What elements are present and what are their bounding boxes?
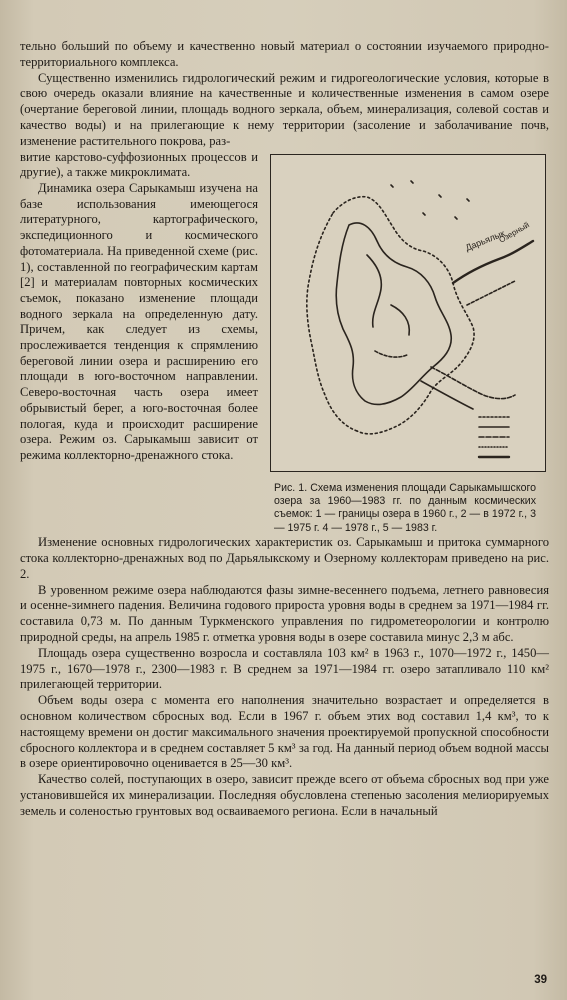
bottom-text [20,535,549,819]
figure-caption: Рис. 1. Схема изменения площади Сарыкамышского озера за 1960—1983 гг. по данным космических съемок: 1 — границы озера в 1960 г., 2 — в 1972 г., 3 — 1975 г. 4 — 1978 г., 5 — 1983 г. [274,481,536,534]
two-column-section [20,150,549,536]
figure-1 [268,150,550,536]
page-number: 39 [534,974,547,986]
paragraph: витие карстово-суффозионных процессов и другие), а также микроклимата. [20,149,258,180]
left-column-text [20,150,258,536]
lake-map-drawing [271,155,544,470]
paragraph: Площадь озера существенно возросла и составляла 103 км² в 1963 г., 1070—1972 г., 1450—1975 г., 1670—1978 г., 2300—1983 г. В среднем за 1971—1984 гг. озеро затапливало 110 км² прилегающей территории. [20,645,549,692]
paragraph: Объем воды озера с момента его наполнения значительно возрастает и определяется в основном количеством сбросных вод. Если в 1967 г. объем этих вод составил 1,4 км³, то к настоящему времени он достиг максимального значения проектируемой пропускной способности сбросного коллектора и в среднем составляет 5 км³ за год. На данный период объем водной массы в озере ориентировочно оценивается в 25—30 км³. [20,693,549,771]
paragraph: Динамика озера Сарыкамыш изучена на базе использования имеющегося литературного, картографического, экспедиционного и космического фотоматериала. На приведенной схеме (рис. 1), составленной по географическим картам [2] и материалам повторных космических съемок, показано изменение площади водного зеркала на определенную дату. Причем, как следует из схемы, прослеживается тенденция к спрямлению береговой линии озера и расширению его площади в юго-восточном направлении. Северо-восточная часть озера имеет обрывистый берег, а юго-восточная более пологая, куда и происходит расширение озера. Режим оз. Сарыкамыш зависит от режима коллекторно-дренажного стока. [20,180,258,462]
paragraph: тельно больший по объему и качественно новый материал о состоянии изучаемого природно-территориального комплекса. [20,39,549,69]
label-daryalyk: Дарьялык [464,227,507,253]
paragraph: В уровенном режиме озера наблюдаются фазы зимне-весеннего подъема, летнего равновесия и осенне-зимнего падения. Величина годового прироста уровня воды в среднем за 1971—1984 гг. составила 0,73 м. По данным Туркменского управления по гидрометеорологии и контролю природной среды, на апрель 1985 г. отметка уровня воды в озере составила минус 2,3 м абс. [20,582,549,644]
lake-map [270,154,546,472]
top-text [20,39,549,150]
label-ozerny: Озерный [497,219,531,245]
paragraph: Качество солей, поступающих в озеро, зависит прежде всего от объема сбросных вод при уже установившейся их минерализации. Последняя обусловлена степенью засоления мелиорируемых земель и соленостью грунтовых вод осваиваемого региона. Если в начальный [20,772,549,818]
paragraph: Существенно изменились гидрологический режим и гидрогеологические условия, которые в свою очередь оказали влияние на качественные и количественные изменения в самом озере (очертание береговой линии, площадь водного зеркала, объем, минерализация, солевой состав и качество воды) и на прилегающие к нему территории (засоление и заболачивание почв, изменение растительного покрова, раз- [20,70,549,148]
paragraph: Изменение основных гидрологических характеристик оз. Сарыкамыш и притока суммарного стока коллекторно-дренажных вод по Дарьялыкскому и Озерному коллекторам приведено на рис. 2. [20,535,549,581]
